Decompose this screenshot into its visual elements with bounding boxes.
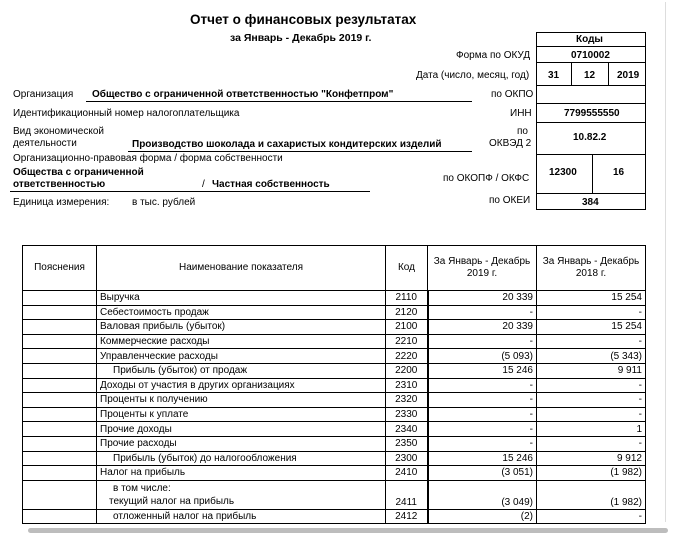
table-row [23, 436, 646, 451]
table-row [23, 378, 646, 393]
report-title: Отчет о финансовых результатах [190, 12, 417, 27]
table-row [23, 320, 646, 335]
notes-cell [23, 451, 97, 466]
table-row [23, 393, 646, 408]
col-2018: За Январь - Декабрь 2018 г. [537, 246, 646, 291]
indicator-name: Валовая прибыль (убыток) [97, 320, 386, 335]
col-code: Код [386, 246, 428, 291]
value-2018: 15 254 [537, 291, 646, 306]
line-code: 2210 [386, 334, 428, 349]
notes-cell [23, 378, 97, 393]
value-2018: - [537, 436, 646, 451]
notes-cell [23, 363, 97, 378]
line-code: 2412 [386, 509, 428, 524]
opf-slash: / [202, 179, 205, 190]
vertical-scrollbar-track[interactable] [665, 2, 666, 522]
line-code: 2300 [386, 451, 428, 466]
table-row [23, 334, 646, 349]
indicator-name: Прочие доходы [97, 422, 386, 437]
value-2018: - [537, 407, 646, 422]
notes-cell [23, 509, 97, 524]
table-row [23, 349, 646, 364]
col-notes: Пояснения [23, 246, 97, 291]
value-2019: - [428, 436, 537, 451]
value-2019: (2) [428, 509, 537, 524]
indicator-name: Прибыль (убыток) до налогообложения [97, 451, 386, 466]
okopf-label: по ОКОПФ / ОКФС [443, 173, 530, 184]
financial-results-table [22, 245, 646, 524]
line-code: 2110 [386, 291, 428, 306]
value-2019: - [428, 422, 537, 437]
line-code: 2350 [386, 436, 428, 451]
org-value: Общество с ограниченной ответственностью "Конфетпром" [92, 89, 394, 100]
notes-cell [23, 291, 97, 306]
table-row [23, 363, 646, 378]
line-code: 2310 [386, 378, 428, 393]
okfs-value: 16 [613, 167, 625, 178]
value-2018: - [537, 509, 646, 524]
line-code: 2410 [386, 466, 428, 481]
value-2019: (3 049) [428, 480, 537, 509]
indicator-name: Доходы от участия в других организациях [97, 378, 386, 393]
value-2018: - [537, 305, 646, 320]
table-row [23, 451, 646, 466]
report-period: за Январь - Декабрь 2019 г. [230, 32, 372, 44]
table-row [23, 407, 646, 422]
horizontal-scrollbar[interactable] [28, 528, 668, 533]
indicator-name [97, 480, 386, 509]
inn-label: ИНН [510, 108, 532, 119]
value-2019: (3 051) [428, 466, 537, 481]
current-tax-label: текущий налог на прибыль [109, 495, 235, 507]
indicator-name: Проценты к получению [97, 393, 386, 408]
table-row [23, 480, 646, 509]
org-label: Организация [13, 89, 74, 100]
table-row [23, 466, 646, 481]
line-code: 2100 [386, 320, 428, 335]
line-code: 2340 [386, 422, 428, 437]
value-2019: - [428, 407, 537, 422]
line-code: 2200 [386, 363, 428, 378]
value-2018: (5 343) [537, 349, 646, 364]
indicator-name: Прочие расходы [97, 436, 386, 451]
notes-cell [23, 349, 97, 364]
opf-value-2: ответственностью [13, 179, 106, 190]
okopf-value: 12300 [549, 167, 577, 178]
inn-caption: Идентификационный номер налогоплательщика [13, 108, 240, 119]
value-2019: - [428, 334, 537, 349]
notes-cell [23, 480, 97, 509]
notes-cell [23, 466, 97, 481]
value-2018: 9 912 [537, 451, 646, 466]
activity-label-1: Вид экономической [13, 126, 104, 137]
line-code: 2330 [386, 407, 428, 422]
value-2018: 15 254 [537, 320, 646, 335]
date-year: 2019 [617, 70, 640, 81]
indicator-name: Проценты к уплате [97, 407, 386, 422]
value-2018: (1 982) [537, 466, 646, 481]
table-row [23, 291, 646, 306]
indicator-name: Прибыль (убыток) от продаж [97, 363, 386, 378]
value-2019: 15 246 [428, 451, 537, 466]
value-2018: - [537, 334, 646, 349]
table-row [23, 509, 646, 524]
line-code: 2320 [386, 393, 428, 408]
okei-value: 384 [582, 197, 599, 208]
ownership-value: Частная собственность [212, 179, 330, 190]
value-2019: 20 339 [428, 320, 537, 335]
value-2019: - [428, 305, 537, 320]
opf-value-1: Общества с ограниченной [13, 167, 144, 178]
okud-label: Форма по ОКУД [456, 50, 531, 61]
table-row [23, 305, 646, 320]
indicator-name: Выручка [97, 291, 386, 306]
notes-cell [23, 320, 97, 335]
date-month: 12 [584, 70, 596, 81]
value-2019: - [428, 378, 537, 393]
indicator-name: Себестоимость продаж [97, 305, 386, 320]
okud-value: 0710002 [571, 50, 610, 61]
notes-cell [23, 436, 97, 451]
okei-label: по ОКЕИ [489, 195, 531, 206]
notes-cell [23, 407, 97, 422]
codes-header: Коды [576, 34, 603, 45]
opf-label: Организационно-правовая форма / форма собственности [13, 153, 283, 164]
okved-label-2: ОКВЭД 2 [489, 138, 532, 149]
col-name: Наименование показателя [97, 246, 386, 291]
value-2018: 1 [537, 422, 646, 437]
indicator-name: Управленческие расходы [97, 349, 386, 364]
value-2019: (5 093) [428, 349, 537, 364]
notes-cell [23, 422, 97, 437]
indicator-name: Налог на прибыль [97, 466, 386, 481]
value-2018: 9 911 [537, 363, 646, 378]
value-2019: 20 339 [428, 291, 537, 306]
notes-cell [23, 305, 97, 320]
activity-label-2: деятельности [13, 138, 77, 149]
notes-cell [23, 334, 97, 349]
value-2019: 15 246 [428, 363, 537, 378]
table-row [23, 422, 646, 437]
line-code: 2220 [386, 349, 428, 364]
date-label: Дата (число, месяц, год) [416, 70, 530, 81]
okpo-label: по ОКПО [491, 89, 534, 100]
value-2018: - [537, 393, 646, 408]
line-code: 2411 [386, 480, 428, 509]
date-day: 31 [548, 70, 560, 81]
activity-value: Производство шоколада и сахаристых кондитерских изделий [132, 139, 442, 150]
line-code: 2120 [386, 305, 428, 320]
value-2018: (1 982) [537, 480, 646, 509]
value-2018: - [537, 378, 646, 393]
okved-label-1: по [517, 126, 528, 137]
value-2019: - [428, 393, 537, 408]
inn-value: 7799555550 [564, 108, 620, 119]
unit-label: Единица измерения: [13, 197, 110, 208]
including-label: в том числе: [113, 482, 171, 494]
okved-value: 10.82.2 [573, 132, 607, 143]
unit-value: в тыс. рублей [132, 197, 196, 208]
indicator-name: Коммерческие расходы [97, 334, 386, 349]
indicator-name: отложенный налог на прибыль [97, 509, 386, 524]
notes-cell [23, 393, 97, 408]
col-2019: За Январь - Декабрь 2019 г. [428, 246, 537, 291]
